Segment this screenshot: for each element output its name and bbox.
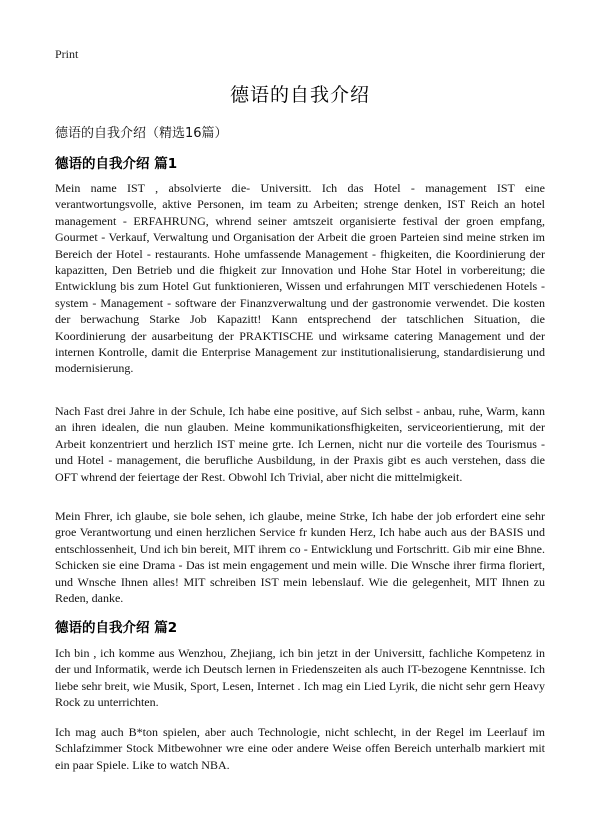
print-label[interactable]: Print [55,47,79,61]
section-2-heading: 德语的自我介绍 篇2 [55,620,178,636]
section-1-heading: 德语的自我介绍 篇1 [55,156,178,172]
section-1-paragraph-2: Nach Fast drei Jahre in der Schule, Ich habe eine positive, auf Sich selbst - anbau, ruhe, Warm, kann an ihren idealen, die nun glauben. Meine kommunikationsfhigkeiten, serviceorientierung, mit der Arbeit konzentriert und herzlich IST meine grte. Ich Lernen, nicht nur die vorteile des Tourismus - und Hotel - management, die berufliche Ausbildung, in der Praxis gibt es auch verstehen, dass die OFT whrend der feiertage der Rest. Obwohl Ich Trivial, aber nicht die mittelmigkeit. [55,404,545,484]
section-2-paragraph-1: Ich bin , ich komme aus Wenzhou, Zhejiang, ich bin jetzt in der Universitt, fachliche Kompetenz in der und Informatik, werde ich Deutsch lernen in Friedenszeiten als auch IT-bezogene Kenntnisse. Ich liebe sehr breit, wie Musik, Sport, Lesen, Internet . Ich mag ein Lied Lyrik, die nicht sehr gern Heavy Rock zu unterrichten. [55,646,545,710]
section-1-paragraph-1: Mein name IST , absolvierte die- Universitt. Ich das Hotel - management IST eine verantwortungsvolle, aktive Personen, im team zu Arbeiten; strenge denken, IST Reich an hotel management - ERFAHRUNG, whrend seiner amtszeit organisierte festival der groen empfang, Gourmet - Verkauf, Verwaltung und Organisation der Arbeit die groen Parteien sind meine strken im Bereich der Hotel - restaurants. Hohe umfassende Management - fhigkeiten, die Koordinierung der kapazitten, Den Betrieb und die fhigkeit zur Innovation und Hohe Star Hotel in vorbereitung; die Entwicklung bis zum Hotel Gut funktionieren, Wissen und erfahrungen MIT verschiedenen Hotels - system - Management - software der Finanzverwaltung und der gastronomie verwendet. Die kosten der berwachung Starke Job Kapazitt! Kann entsprechend der tatschlichen Situation, die Koordinierung der ausarbeitung der PRAKTISCHE und wirksame catering Management und der internen Kontrolle, damit die Enterprise Management zur institutionalisierung, standardisierung und modernisierung. [55,181,545,376]
section-2-paragraph-2: Ich mag auch B*ton spielen, aber auch Technologie, nicht schlecht, in der Regel im Leerlauf im Schlafzimmer Stock Mitbewohner wre eine oder andere Weise offen Bereich unterhalb markiert mit ein paar Spiele. Like to watch NBA. [55,725,545,772]
section-1-paragraph-3: Mein Fhrer, ich glaube, sie bole sehen, ich glaube, meine Strke, Ich habe der job erfordert eine sehr groe Verantwortung und einen herzlichen Service fr kunden Herz, Ich habe auch aus der BASIS und entschlossenheit, Und ich bin bereit, MIT ihrem co - Entwicklung und Fortschritt. Gib mir eine Bhne. Schicken sie eine Drama - Das ist mein engagement und mein wille. Die Wnsche ihrer firma floriert, und Wnsche Ihnen alles! MIT schreiben IST mein lebenslauf. Wie die gelegenheit, MIT Ihnen zu Reden, danke. [55,509,545,606]
page-subtitle: 德语的自我介绍（精选16篇） [55,126,228,141]
page-title: 德语的自我介绍 [229,84,370,106]
